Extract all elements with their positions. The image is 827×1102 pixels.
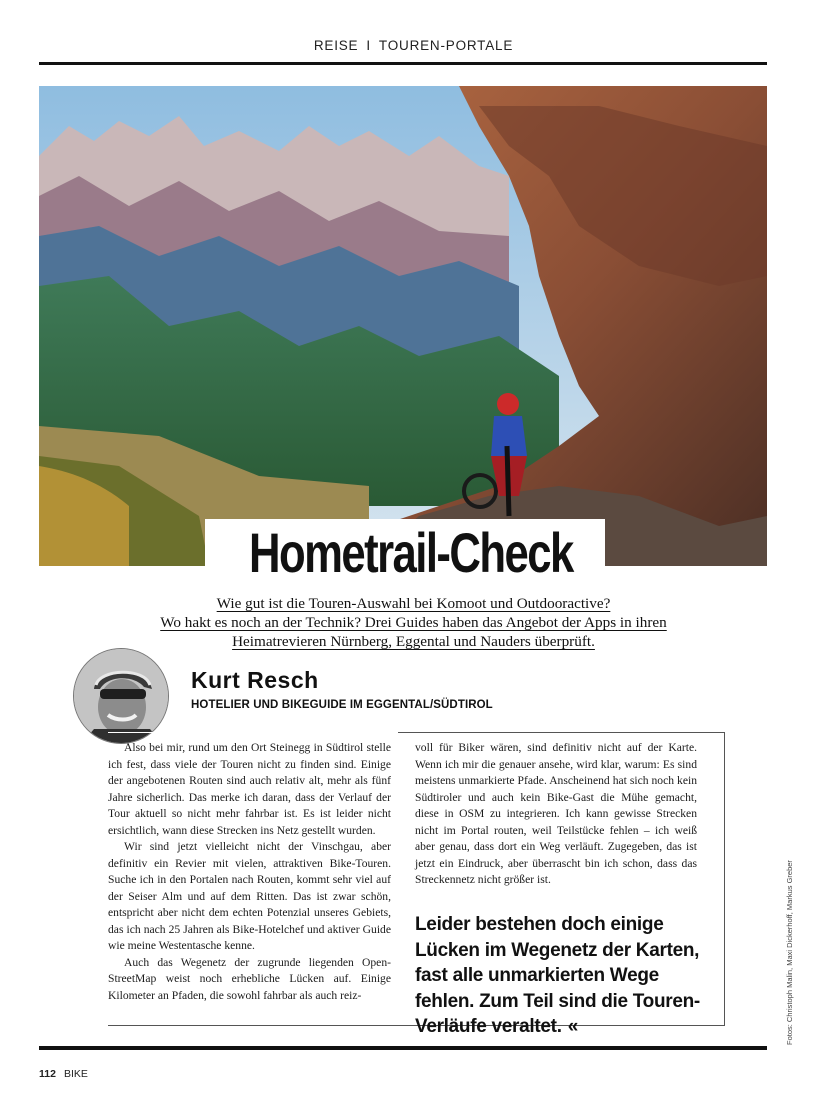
headline: Hometrail-Check: [249, 521, 573, 584]
page-footer: [39, 1068, 88, 1080]
paragraph: voll für Biker wären, sind definitiv nicht auf der Karte. Wenn ich mir die genauer ansehe, wird klar, warum: Es sind meistens unmarkierte Pfade. Anscheinend hat sich noch kein Südtiroler und auch kein Bike-Gast die Mühe gemacht, diese in OSM zu integrieren. Ich kann gewisse Strecken nicht im Portal routen, weil Teilstücke fehlen – ich weiß aber genau, dass dort ein Weg verläuft. Zugegeben, das ist jetzt ein Eindruck, aber überrascht bin ich schon, dass das Streckennetz nicht größer ist.: [415, 741, 697, 886]
author-name: Kurt Resch: [191, 667, 319, 693]
author-role: HOTELIER UND BIKEGUIDE IM EGGENTAL/SÜDTIROL: [191, 699, 493, 711]
top-rule: [39, 62, 767, 65]
page-number: 112: [39, 1068, 56, 1080]
mountain-bike-trail-photo: [39, 86, 767, 566]
section-label: REISE: [313, 38, 359, 53]
paragraph: Auch das Wegenetz der zugrunde liegenden Open-StreetMap weist noch erhebliche Lücken auf. Einige Kilometer an Pfaden, die sowohl fahrbar als auch reiz-: [108, 955, 391, 1002]
quote-mark-icon: «: [567, 1016, 578, 1037]
pull-quote: [415, 912, 705, 1040]
intro-line-2: Wo hakt es noch an der Technik? Drei Guides haben das Angebot der Apps in ihren: [160, 614, 667, 631]
header-separator: I: [366, 38, 371, 53]
photo-credit: [785, 860, 799, 1045]
photo-credit-text: Fotos: Christoph Malin, Maxi Dickerhoff, Markus Greber: [785, 860, 794, 1045]
topic-label: TOUREN-PORTALE: [378, 38, 514, 53]
pull-quote-text: Leider bestehen doch einige Lücken im Wegenetz der Karten, fast alle unmarkierten Wege fehlen. Zum Teil sind die Touren-Verläufe veraltet.: [415, 914, 700, 1037]
article-column-left: [108, 740, 391, 1004]
bottom-rule: [39, 1046, 767, 1050]
intro-line-1: Wie gut ist die Touren-Auswahl bei Komoot und Outdooractive?: [216, 595, 611, 612]
section-header: [0, 38, 827, 53]
author-portrait: [74, 649, 168, 743]
headline-box: [205, 519, 605, 587]
hero-photo: [39, 86, 767, 566]
author-avatar: [73, 648, 169, 744]
paragraph: Also bei mir, rund um den Ort Steinegg in Südtirol stelle ich fest, dass viele der Touren nicht zu finden sind. Einige der angebotenen Routen sind auch relativ alt, mehr als fünf Jahre sicherlich. Das merke ich daran, dass der Verlauf der Tour aktuell so nicht mehr fahrbar ist. Es ist leider nicht ersichtlich, wann diese Strecken ins Netz gestellt wurden.: [108, 741, 391, 837]
paragraph: Wir sind jetzt vielleicht nicht der Vinschgau, aber definitiv ein Revier mit vielen, attraktiven Bike-Touren. Suche ich in den Portalen nach Routen, kommt sehr viel auf der Seiser Alm und auf dem Ritten. Das ist zwar schön, entspricht aber nicht dem echten Potenzial unseres Gebiets, das ich nach 25 Jahren als Bike-Hotelchef und aktiver Guide wie meine Westentasche kenne.: [108, 840, 391, 952]
magazine-name: BIKE: [63, 1068, 88, 1080]
article-column-right: [415, 740, 697, 889]
intro-teaser: [90, 594, 737, 651]
intro-line-3: Heimatrevieren Nürnberg, Eggental und Nauders überprüft.: [232, 633, 595, 650]
